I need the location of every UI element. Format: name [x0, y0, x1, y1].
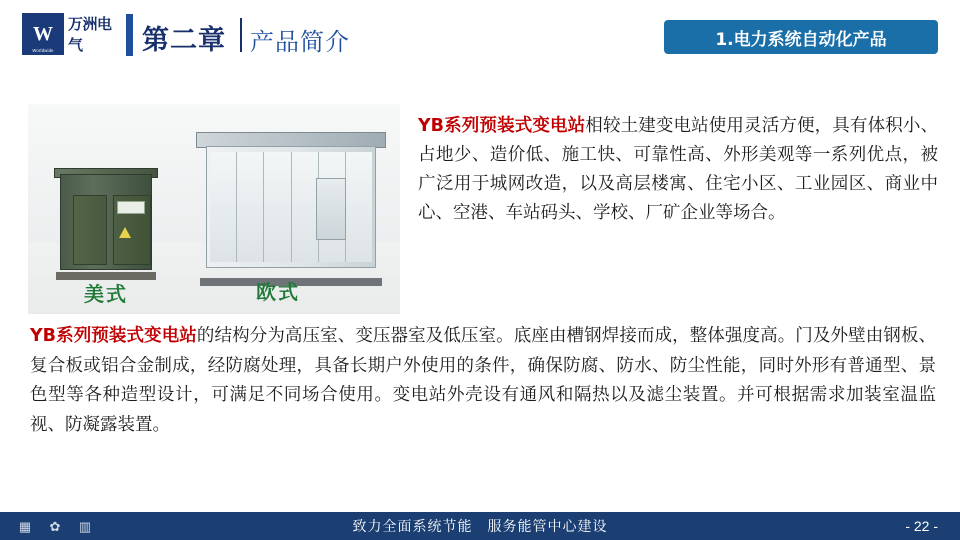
caption-american-style: 美式: [84, 282, 128, 306]
substation-body: [60, 174, 152, 270]
paragraph-bottom-text: 的结构分为高压室、变压器室及低压室。底座由槽钢焊接而成，整体强度高。门及外壁由钢板、复合板或铝合金制成，经防腐处理，具备长期户外使用的条件，确保防腐、防水、防尘性能，同时外形有普通型、景色型等各种造型设计，可满足不同场合使用。变电站外壳设有通风和隔热以及滤尘装置。并可根据需求加装室温监视、防凝露装置。: [30, 326, 937, 435]
substation-nameplate: [117, 201, 145, 214]
wall-panel: [346, 152, 372, 262]
book-icon[interactable]: ▥: [78, 518, 92, 534]
chapter-accent-bar: [126, 14, 133, 56]
slide-footer: [0, 512, 960, 540]
company-logo: [22, 10, 122, 58]
substation-wall-panels: [210, 152, 372, 262]
company-name: 万洲电气: [68, 15, 112, 54]
caption-european-style: 欧式: [256, 280, 300, 304]
paragraph-bottom-keyword: YB系列预装式变电站: [30, 326, 197, 346]
american-style-substation-illustration: [54, 168, 158, 274]
paragraph-right-keyword: YB系列预装式变电站: [418, 116, 586, 136]
product-image-panel: [28, 104, 400, 314]
logo-emblem-subtext: Worldwide: [32, 48, 54, 53]
section-tab-label: 1.电力系统自动化产品: [715, 29, 887, 50]
chapter-subtitle: 产品简介: [250, 28, 350, 56]
footer-slogan: 致力全面系统节能 服务能管中心建设: [352, 519, 608, 535]
european-style-substation-illustration: [196, 132, 386, 282]
logo-emblem-char: W: [33, 23, 53, 45]
wall-panel: [264, 152, 291, 262]
page-number: - 22 -: [905, 518, 938, 534]
paragraph-bottom: [30, 322, 936, 440]
logo-emblem-icon: [22, 13, 64, 55]
section-tab: [664, 20, 938, 54]
substation-door: [316, 178, 346, 240]
wall-panel: [210, 152, 237, 262]
wall-panel: [292, 152, 319, 262]
wall-panel: [237, 152, 264, 262]
chapter-title: 第二章: [142, 25, 226, 56]
paragraph-right-text: 相较土建变电站使用灵活方便，具有体积小、占地少、造价低、施工快、可靠性高、外形美观等一系列优点，被广泛用于城网改造，以及高层楼寓、住宅小区、工业园区、商业中心、空港、车站码头、学校、厂矿企业等场合。: [418, 116, 938, 223]
gear-icon[interactable]: ✿: [49, 518, 61, 534]
slide-header: [0, 0, 960, 72]
substation-door-left: [73, 195, 107, 265]
paragraph-right: [418, 112, 938, 228]
grid-icon[interactable]: ▦: [18, 518, 32, 534]
chapter-divider: [240, 18, 242, 52]
